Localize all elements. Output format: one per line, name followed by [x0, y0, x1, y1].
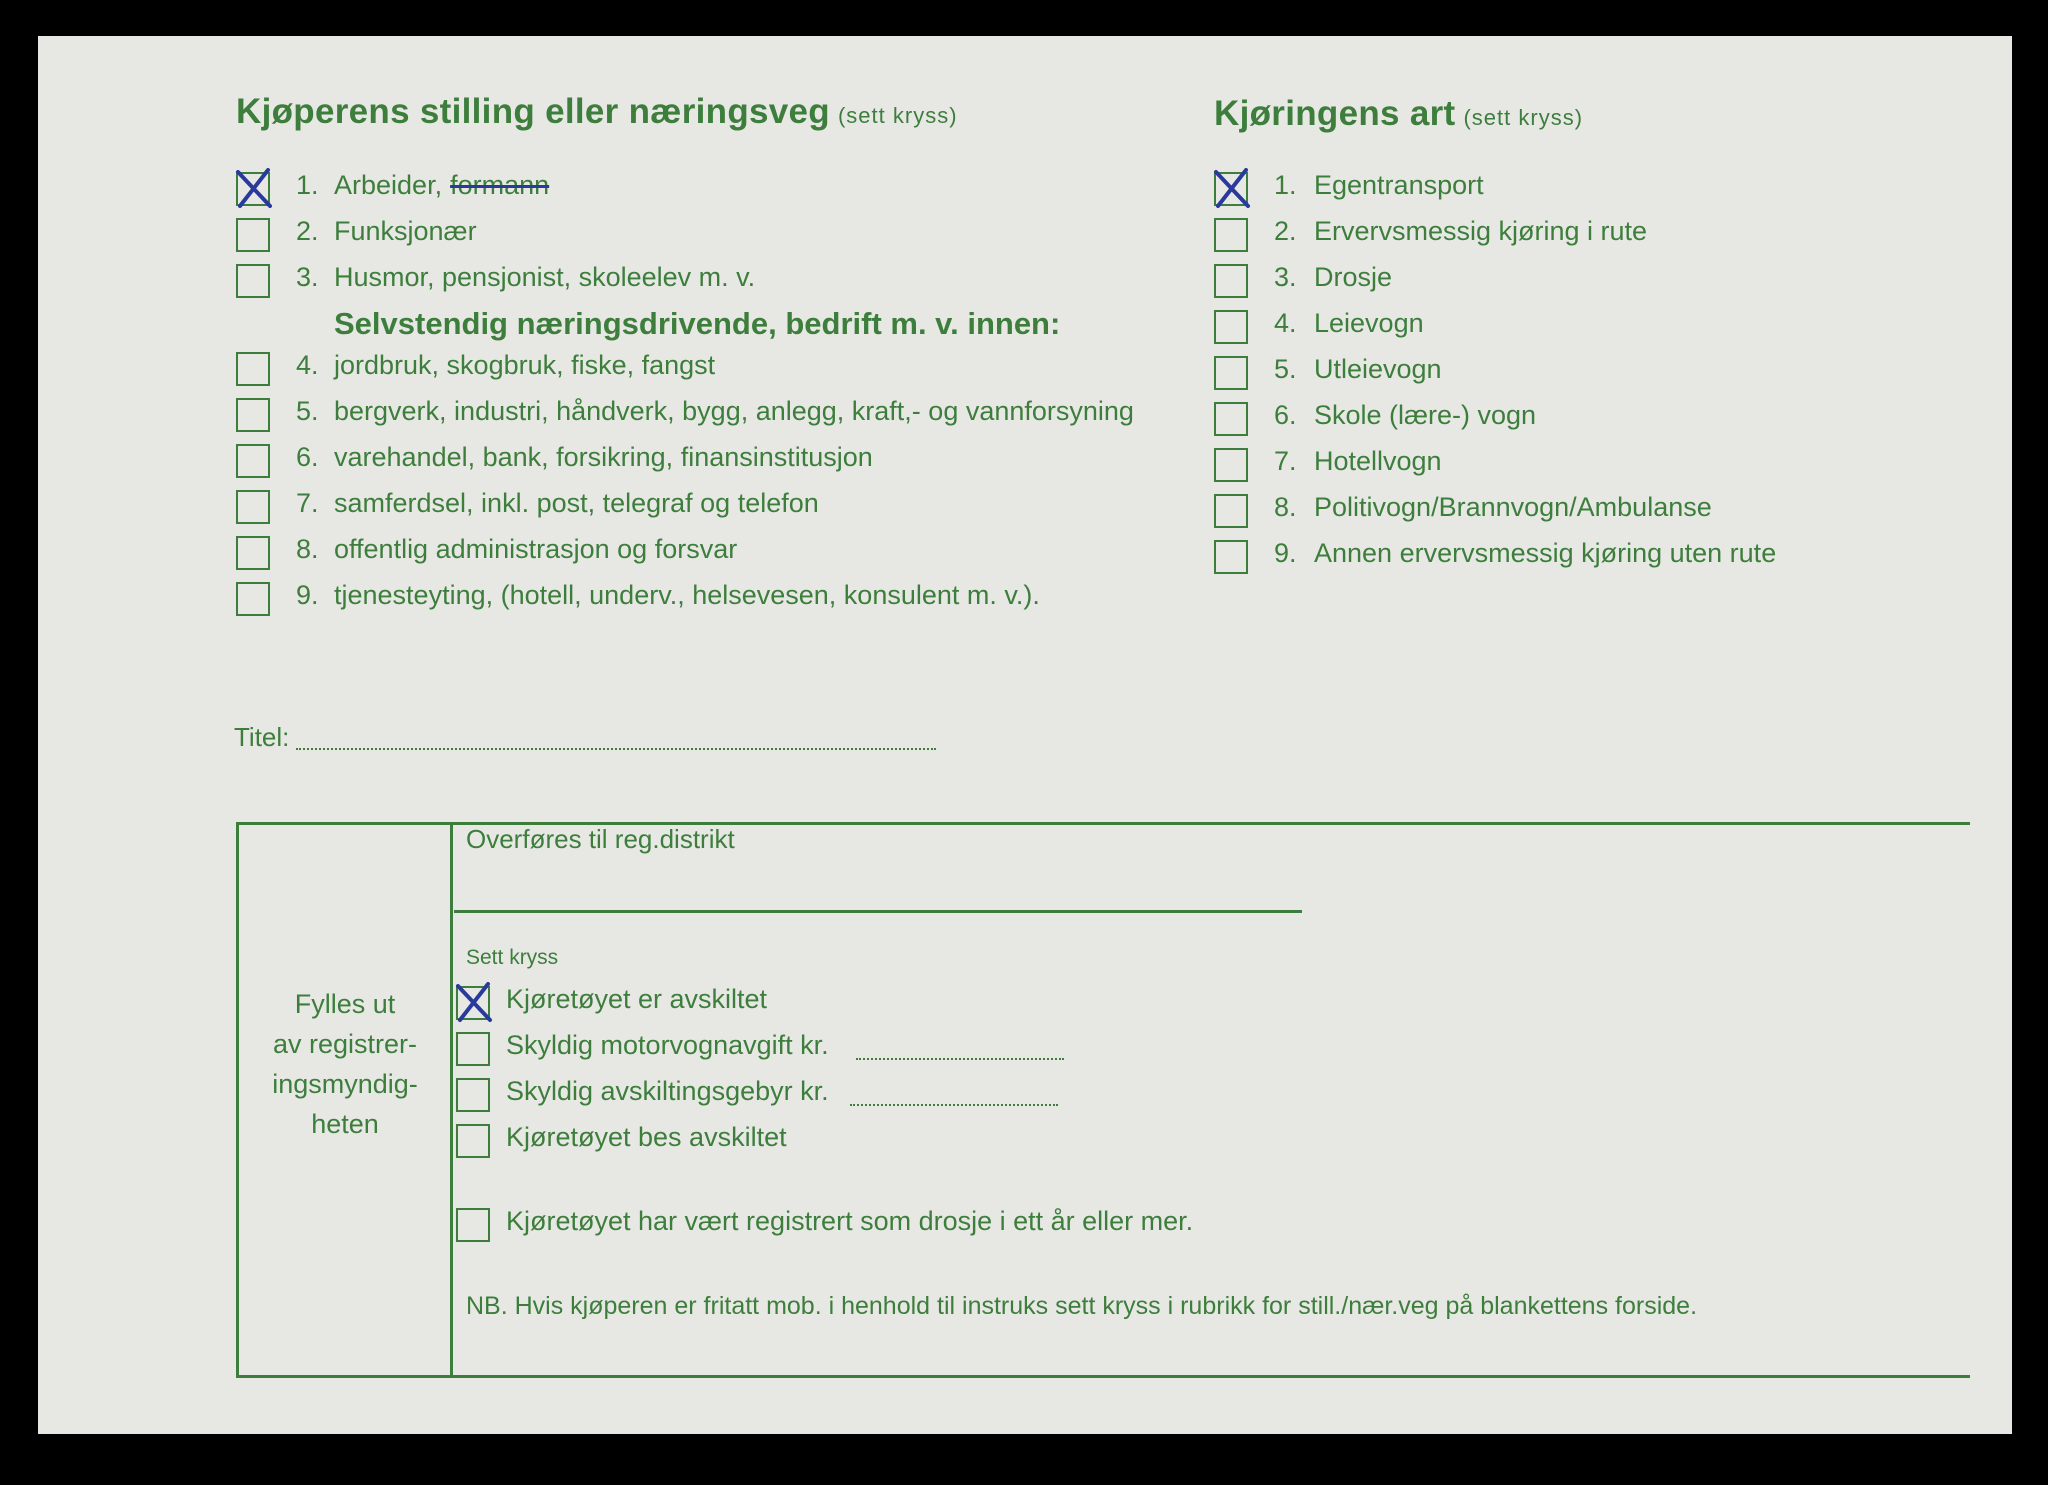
item-text: Drosje	[1314, 262, 1393, 292]
item-number: 4.	[296, 350, 319, 380]
item-label	[1314, 170, 1484, 201]
item-label	[506, 1030, 829, 1061]
side-label-line: Fylles ut	[294, 989, 396, 1019]
item-number: 5.	[296, 396, 319, 426]
item-label	[1314, 538, 1776, 569]
checkbox[interactable]	[236, 536, 270, 570]
check-mark-icon	[232, 166, 276, 210]
struck-text: formann	[450, 170, 550, 200]
transfer-field-line[interactable]	[454, 910, 1302, 913]
checkbox[interactable]	[236, 264, 270, 298]
checkbox[interactable]	[236, 490, 270, 524]
item-text: Utleievogn	[1314, 354, 1442, 384]
item-number: 4.	[1274, 308, 1297, 338]
item-number: 6.	[296, 442, 319, 472]
item-label	[334, 442, 873, 473]
side-label-line: heten	[311, 1109, 379, 1139]
item-label	[334, 580, 1040, 611]
left-section-title: Kjøperens stilling eller næringsveg	[236, 92, 830, 131]
checkbox[interactable]	[456, 1032, 490, 1066]
checkbox[interactable]	[1214, 264, 1248, 298]
item-number: 6.	[1274, 400, 1297, 430]
item-number: 2.	[296, 216, 319, 246]
left-section-heading	[236, 92, 958, 132]
item-text: Ervervsmessig kjøring i rute	[1314, 216, 1648, 246]
item-label	[506, 984, 767, 1015]
checkbox[interactable]	[1214, 310, 1248, 344]
item-number: 1.	[296, 170, 319, 200]
checkbox[interactable]	[1214, 494, 1248, 528]
left-section-hint: (sett kryss)	[837, 103, 958, 128]
checkbox[interactable]	[1214, 356, 1248, 390]
item-text: bergverk, industri, håndverk, bygg, anlegg, kraft,- og vannforsyning	[334, 396, 1134, 426]
item-text: Funksjonær	[334, 216, 477, 246]
item-text: Skole (lære-) vogn	[1314, 400, 1537, 430]
item-label	[1314, 492, 1712, 523]
checkbox[interactable]	[236, 444, 270, 478]
checkbox[interactable]	[236, 582, 270, 616]
right-section-hint: (sett kryss)	[1463, 105, 1584, 130]
item-number: 9.	[296, 580, 319, 610]
registry-side-label	[252, 984, 438, 1144]
side-label-line: ingsmyndig-	[272, 1069, 418, 1099]
item-label	[334, 262, 755, 293]
checkbox[interactable]	[236, 352, 270, 386]
side-label-line: av registrer-	[272, 1029, 418, 1059]
item-text: Arbeider,	[334, 170, 443, 200]
check-mark-icon	[452, 980, 496, 1024]
item-label	[334, 396, 1134, 427]
registry-box-bottom-border	[236, 1375, 1970, 1378]
item-text: Leievogn	[1314, 308, 1424, 338]
checkbox[interactable]	[1214, 218, 1248, 252]
item-number: 9.	[1274, 538, 1297, 568]
right-section-title: Kjøringens art	[1214, 94, 1456, 133]
item-label	[334, 350, 715, 381]
item-text: Skyldig avskiltingsgebyr kr.	[506, 1076, 829, 1106]
transfer-label: Overføres til reg.distrikt	[466, 824, 735, 854]
avskiltingsgebyr-amount-field[interactable]	[850, 1104, 1058, 1106]
item-label	[1314, 308, 1424, 339]
checkbox[interactable]	[1214, 402, 1248, 436]
checkbox[interactable]	[456, 1078, 490, 1112]
item-number: 2.	[1274, 216, 1297, 246]
item-text: Annen ervervsmessig kjøring uten rute	[1314, 538, 1777, 568]
checkbox[interactable]	[1214, 540, 1248, 574]
item-text: Politivogn/Brannvogn/Ambulanse	[1314, 492, 1712, 522]
item-text: Egentransport	[1314, 170, 1484, 200]
item-text: Kjøretøyet har vært registrert som drosje i ett år eller mer.	[506, 1206, 1194, 1236]
checkbox[interactable]	[1214, 448, 1248, 482]
titel-field[interactable]	[296, 748, 936, 750]
item-text: Husmor, pensjonist, skoleelev m. v.	[334, 262, 756, 292]
item-label	[334, 534, 737, 565]
checkbox[interactable]	[236, 218, 270, 252]
self-employed-subheading: Selvstendig næringsdrivende, bedrift m. v. innen:	[334, 306, 1061, 341]
item-number: 7.	[296, 488, 319, 518]
item-text: Skyldig motorvognavgift kr.	[506, 1030, 829, 1060]
registry-box-divider	[450, 822, 453, 1378]
item-label	[1314, 216, 1647, 247]
item-label	[506, 1206, 1193, 1237]
item-text: Hotellvogn	[1314, 446, 1442, 476]
motorvognavgift-amount-field[interactable]	[856, 1058, 1064, 1060]
item-number: 1.	[1274, 170, 1297, 200]
form-sheet	[38, 36, 2012, 1434]
item-label	[1314, 400, 1536, 431]
item-text: Kjøretøyet er avskiltet	[506, 984, 768, 1014]
check-mark-icon	[1210, 166, 1254, 210]
nb-note: NB. Hvis kjøperen er fritatt mob. i henhold til instruks sett kryss i rubrikk for still./nær.veg på blankettens forside.	[466, 1292, 1698, 1320]
item-text: jordbruk, skogbruk, fiske, fangst	[334, 350, 716, 380]
checkbox[interactable]	[236, 398, 270, 432]
item-label	[334, 488, 819, 519]
item-number: 7.	[1274, 446, 1297, 476]
item-label	[1314, 262, 1392, 293]
item-number: 3.	[1274, 262, 1297, 292]
item-text: Kjøretøyet bes avskiltet	[506, 1122, 787, 1152]
item-number: 3.	[296, 262, 319, 292]
item-text: offentlig administrasjon og forsvar	[334, 534, 738, 564]
sett-kryss-label: Sett kryss	[466, 946, 559, 969]
right-section-heading	[1214, 94, 1583, 134]
item-label	[1314, 354, 1442, 385]
item-label	[334, 216, 477, 247]
checkbox[interactable]	[456, 1208, 490, 1242]
item-text: tjenesteyting, (hotell, underv., helsevesen, konsulent m. v.).	[334, 580, 1040, 610]
item-number: 8.	[296, 534, 319, 564]
item-text: samferdsel, inkl. post, telegraf og telefon	[334, 488, 819, 518]
item-text: varehandel, bank, forsikring, finansinstitusjon	[334, 442, 873, 472]
item-label	[334, 170, 549, 201]
item-label	[506, 1076, 829, 1107]
checkbox[interactable]	[456, 1124, 490, 1158]
item-number: 8.	[1274, 492, 1297, 522]
item-label	[1314, 446, 1442, 477]
registry-box-left-border	[236, 822, 239, 1378]
titel-label: Titel:	[234, 722, 290, 752]
item-label	[506, 1122, 787, 1153]
item-number: 5.	[1274, 354, 1297, 384]
